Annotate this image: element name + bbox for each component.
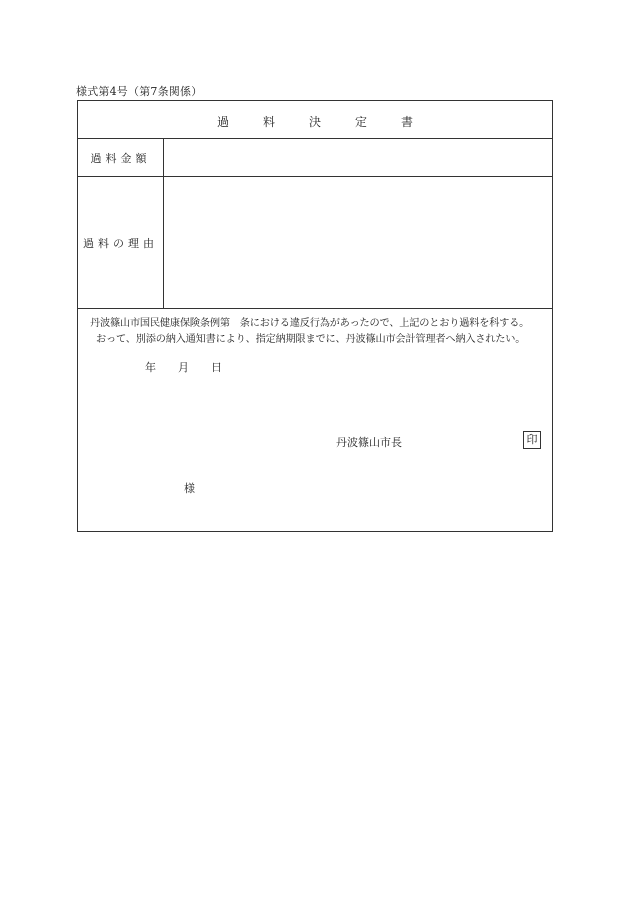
- date-month-label: 月: [178, 361, 189, 374]
- issuer-name: 丹波篠山市長: [336, 436, 402, 449]
- title-char: 料: [262, 115, 275, 129]
- date-day-label: 日: [211, 361, 222, 374]
- title-char: 定: [355, 115, 368, 129]
- amount-label: 過料金額: [78, 139, 164, 176]
- penalty-decision-form: [77, 100, 553, 532]
- document-title: [78, 113, 552, 130]
- title-row: [78, 101, 552, 139]
- title-char: 過: [216, 115, 229, 129]
- form-number: 様式第4号（第7条関係）: [76, 85, 203, 98]
- seal-box: 印: [523, 431, 541, 449]
- reason-label: 過料の理由: [78, 177, 164, 308]
- amount-field[interactable]: [164, 139, 552, 176]
- statement-area: [78, 309, 552, 531]
- reason-field[interactable]: [164, 177, 552, 308]
- addressee-suffix: 様: [184, 482, 195, 495]
- reason-row: [78, 177, 552, 309]
- date-year-label: 年: [145, 361, 156, 374]
- title-char: 決: [308, 115, 321, 129]
- statement-line-1: 丹波篠山市国民健康保険条例第 条における違反行為があったので、上記のとおり過料を科する。: [90, 318, 530, 329]
- date-line: [145, 359, 244, 375]
- statement-line-2: おって、別添の納入通知書により、指定納期限までに、丹波篠山市会計管理者へ納入されたい。: [96, 334, 526, 345]
- title-char: 書: [401, 115, 414, 129]
- amount-row: [78, 139, 552, 177]
